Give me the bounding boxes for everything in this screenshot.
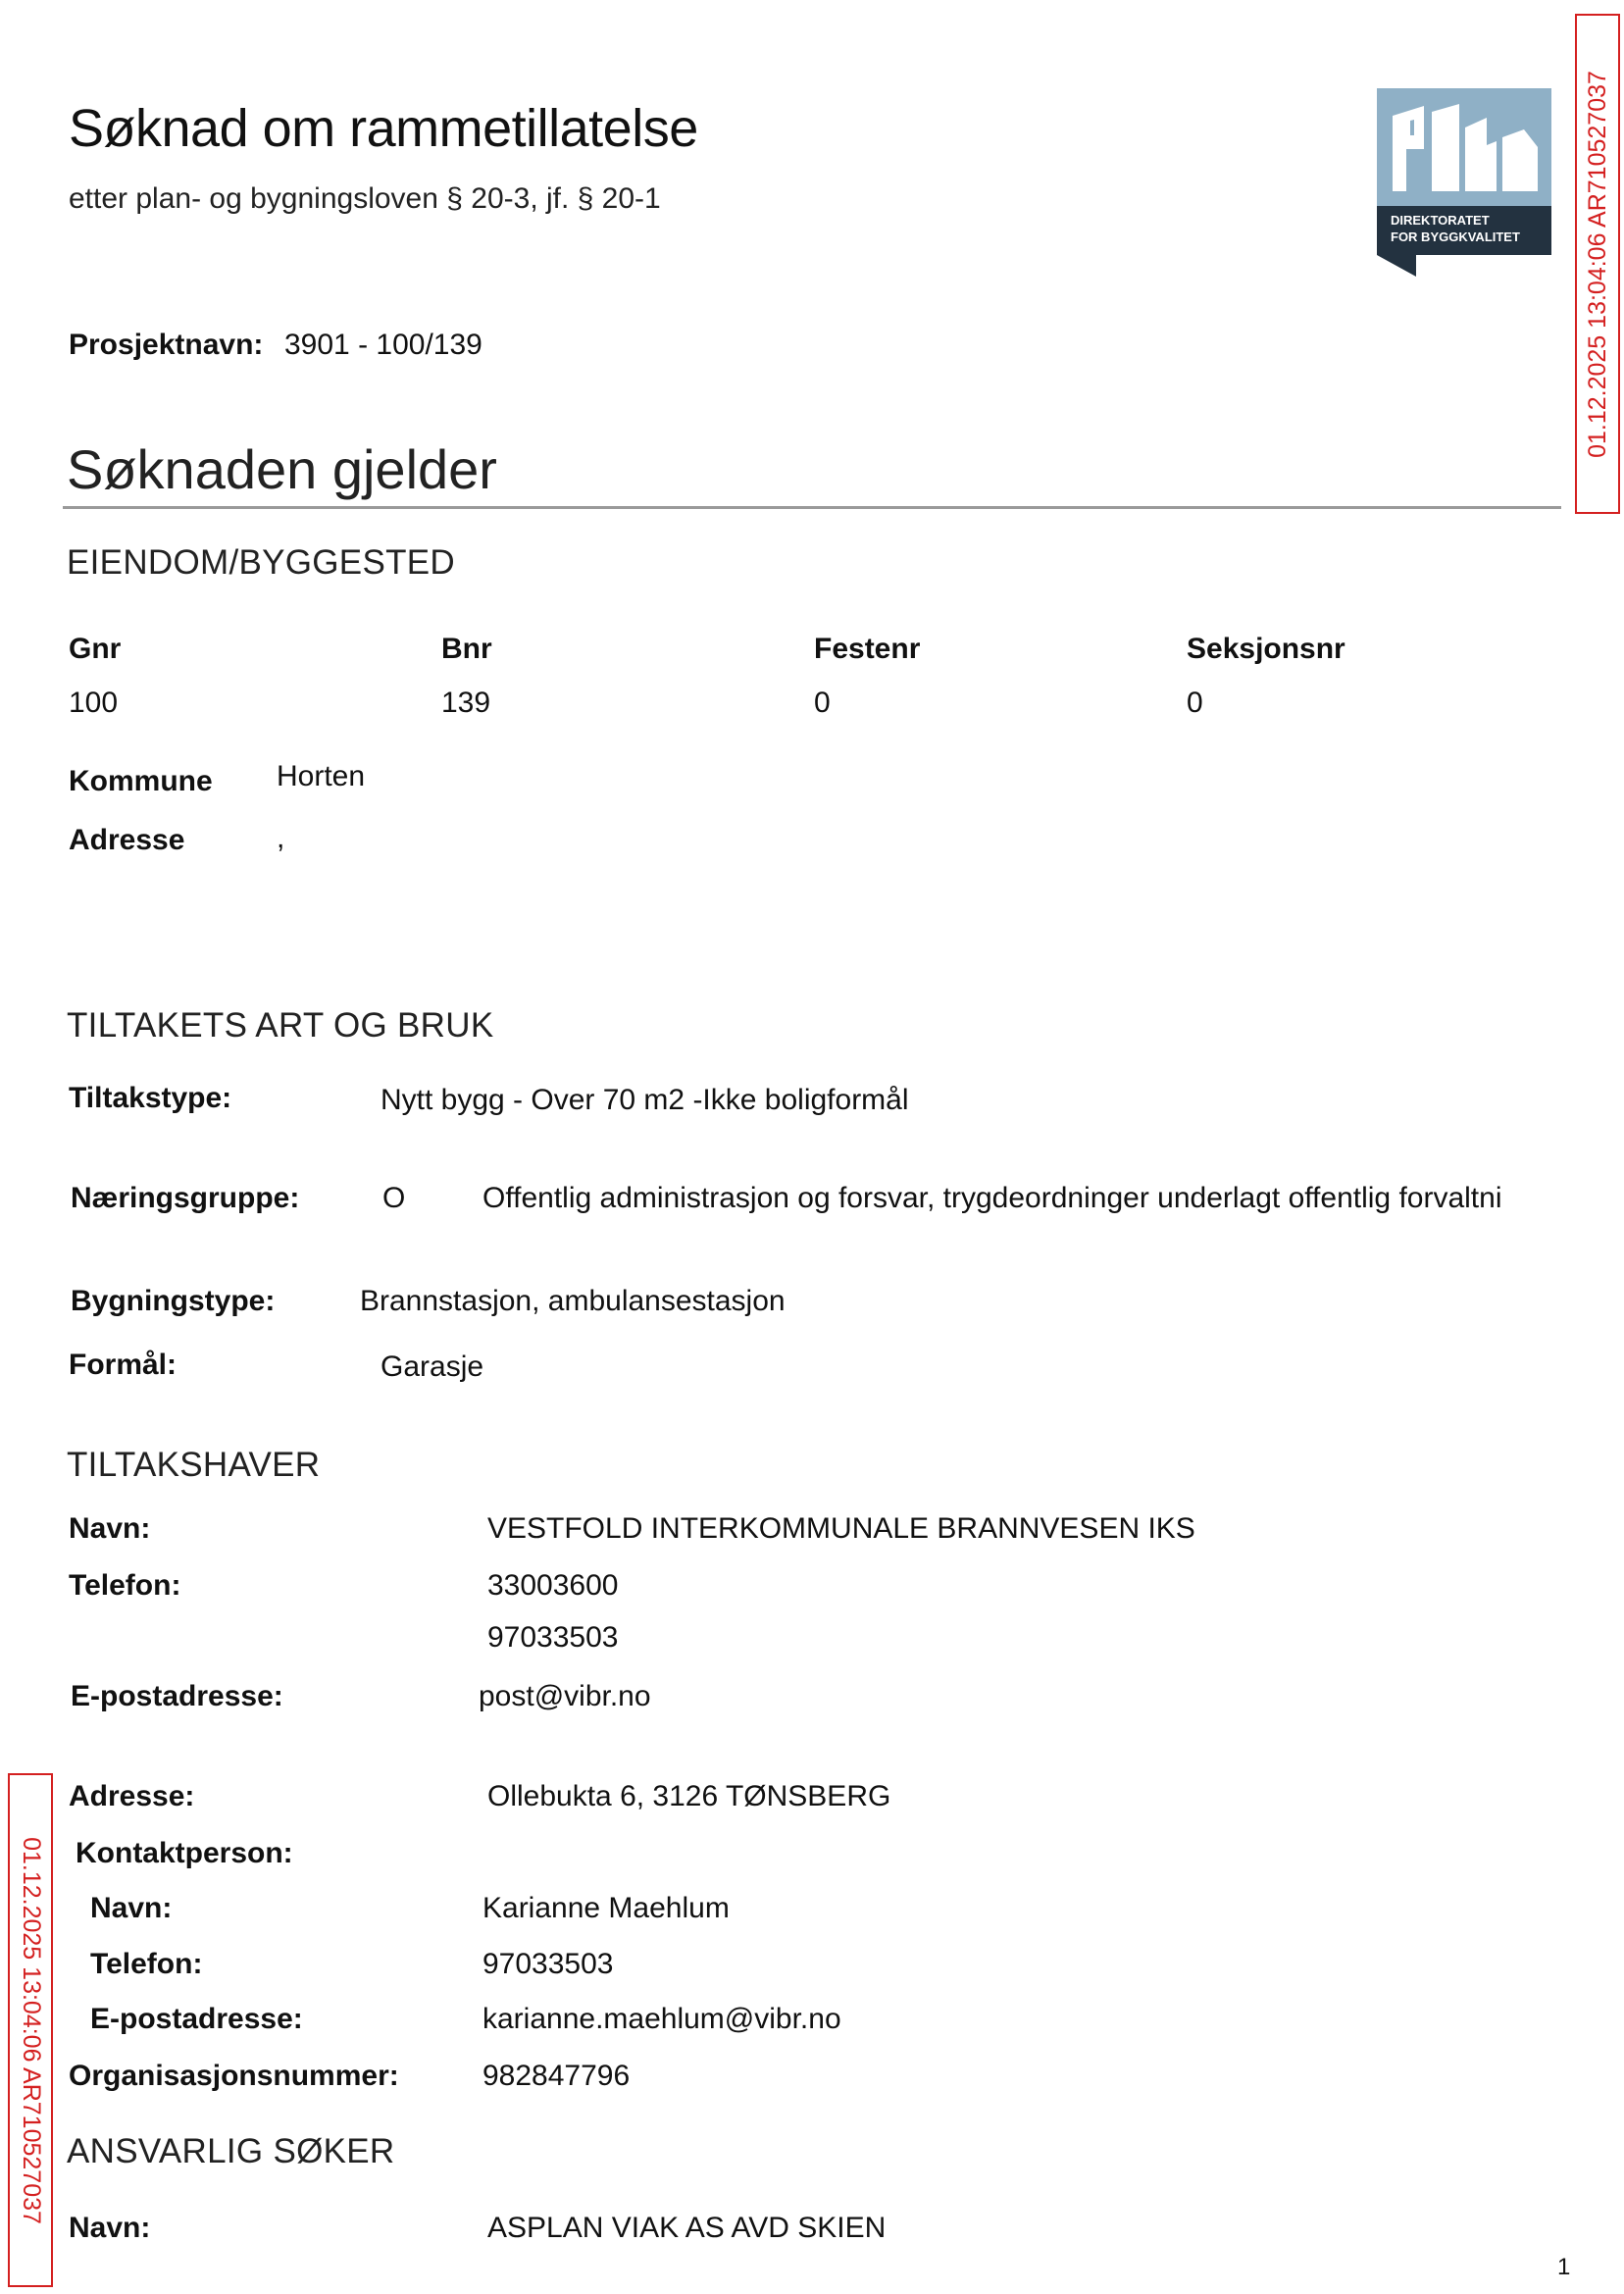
tiltakshaver-navn-label: Navn: <box>69 1512 151 1545</box>
stamp-text: 01.12.2025 13:04:06 AR710527037 <box>17 1836 45 2224</box>
gnr-value: 100 <box>69 687 119 719</box>
section-divider <box>63 506 1561 509</box>
adresse-label: Adresse <box>69 824 185 856</box>
orgnr-label: Organisasjonsnummer: <box>69 2060 399 2092</box>
stamp-text: 01.12.2025 13:04:06 AR710527037 <box>1583 70 1611 458</box>
tiltakshaver-telefon-label: Telefon: <box>69 1569 181 1602</box>
logo-graphic <box>1377 88 1551 277</box>
ansvarlig-navn-label: Navn: <box>69 2212 151 2244</box>
festenr-label: Festenr <box>814 633 921 665</box>
kontaktperson-navn-value: Karianne Maehlum <box>482 1892 730 1924</box>
adresse-value: , <box>277 822 285 854</box>
timestamp-stamp-top <box>1575 14 1620 514</box>
eiendom-heading: EIENDOM/BYGGESTED <box>67 543 455 582</box>
bnr-value: 139 <box>441 687 491 719</box>
kontaktperson-navn-label: Navn: <box>90 1892 173 1924</box>
tiltakshaver-heading: TILTAKSHAVER <box>67 1446 321 1484</box>
tiltakshaver-adresse-label: Adresse: <box>69 1780 195 1812</box>
project-value: 3901 - 100/139 <box>284 329 482 361</box>
seksjonsnr-value: 0 <box>1187 687 1203 719</box>
naeringsgruppe-label: Næringsgruppe: <box>71 1182 300 1214</box>
dibk-logo <box>1377 88 1551 277</box>
document-title: Søknad om rammetillatelse <box>69 99 698 158</box>
tiltakshaver-adresse-value: Ollebukta 6, 3126 TØNSBERG <box>487 1780 891 1812</box>
kontaktperson-epost-label: E-postadresse: <box>90 2003 303 2035</box>
tiltakshaver-epost-value: post@vibr.no <box>479 1680 651 1712</box>
project-label: Prosjektnavn: <box>69 329 264 361</box>
section-title: Søknaden gjelder <box>67 438 497 500</box>
orgnr-value: 982847796 <box>482 2060 631 2092</box>
bygningstype-value: Brannstasjon, ambulansestasjon <box>360 1285 786 1317</box>
ansvarlig-navn-value: ASPLAN VIAK AS AVD SKIEN <box>487 2212 887 2244</box>
seksjonsnr-label: Seksjonsnr <box>1187 633 1345 665</box>
naeringsgruppe-value: Offentlig administrasjon og forsvar, trygdeordninger underlagt offentlig forvaltni <box>482 1182 1502 1214</box>
tiltakshaver-telefon-value-2: 97033503 <box>487 1621 619 1654</box>
kontaktperson-telefon-value: 97033503 <box>482 1948 614 1980</box>
naeringsgruppe-code: O <box>382 1182 406 1214</box>
kontaktperson-label: Kontaktperson: <box>76 1837 293 1869</box>
kommune-value: Horten <box>277 760 366 792</box>
logo-line1: DIREKTORATET <box>1391 213 1490 228</box>
formal-value: Garasje <box>381 1351 484 1383</box>
bnr-label: Bnr <box>441 633 492 665</box>
kommune-label: Kommune <box>69 765 213 797</box>
page-number: 1 <box>1557 2254 1571 2280</box>
ansvarlig-heading: ANSVARLIG SØKER <box>67 2132 395 2170</box>
gnr-label: Gnr <box>69 633 122 665</box>
tiltakshaver-telefon-value-1: 33003600 <box>487 1569 619 1602</box>
festenr-value: 0 <box>814 687 831 719</box>
timestamp-stamp-bottom <box>8 1773 53 2287</box>
kontaktperson-telefon-label: Telefon: <box>90 1948 203 1980</box>
document-subtitle: etter plan- og bygningsloven § 20-3, jf. § 20-1 <box>69 182 661 215</box>
bygningstype-label: Bygningstype: <box>71 1285 276 1317</box>
tiltakshaver-navn-value: VESTFOLD INTERKOMMUNALE BRANNVESEN IKS <box>487 1512 1195 1545</box>
tiltakshaver-epost-label: E-postadresse: <box>71 1680 283 1712</box>
kontaktperson-epost-value: karianne.maehlum@vibr.no <box>482 2003 841 2035</box>
logo-line2: FOR BYGGKVALITET <box>1391 229 1520 244</box>
tiltak-heading: TILTAKETS ART OG BRUK <box>67 1006 494 1045</box>
formal-label: Formål: <box>69 1349 178 1381</box>
tiltakstype-label: Tiltakstype: <box>69 1082 232 1114</box>
tiltakstype-value: Nytt bygg - Over 70 m2 -Ikke boligformål <box>381 1084 909 1116</box>
